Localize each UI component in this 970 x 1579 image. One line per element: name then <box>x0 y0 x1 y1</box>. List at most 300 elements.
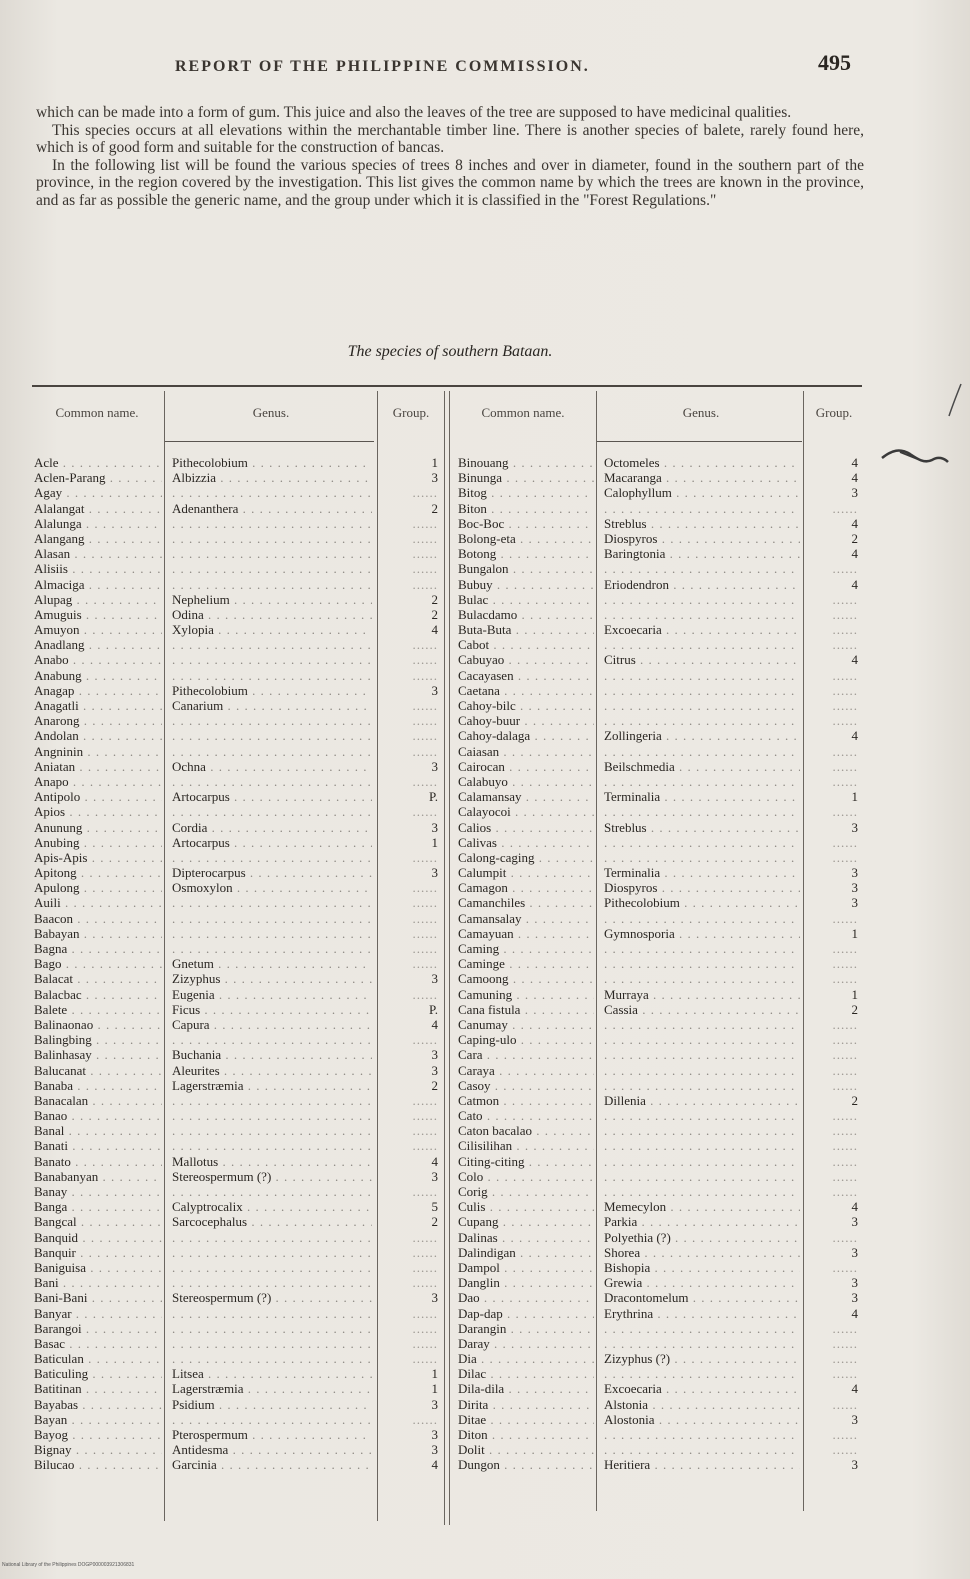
common-name-cell: Cato . . . <box>458 1108 594 1123</box>
common-name-cell: Andolan . . . <box>34 728 162 743</box>
common-name-cell: Casoy . . . <box>458 1078 594 1093</box>
genus-cell <box>604 1184 800 1199</box>
group-cell <box>808 1169 860 1184</box>
group-cell <box>808 1184 860 1199</box>
common-name-cell: Dirita . . . <box>458 1397 594 1412</box>
common-name-cell: Dao . . . <box>458 1290 594 1305</box>
common-name-cell: Citing-citing . . . <box>458 1154 594 1169</box>
genus-cell: Artocarpus . . . <box>172 835 372 850</box>
common-name-cell: Anunung . . . <box>34 820 162 835</box>
group-cell <box>808 971 860 986</box>
genus-cell: Diospyros . . . <box>604 880 800 895</box>
paragraph-1: which can be made into a form of gum. This juice and also the leaves of the tree are supposed to have medicinal qualities. <box>36 104 792 121</box>
common-name-cell: Cilisilihan . . . <box>458 1138 594 1153</box>
group-cell: 3 <box>851 1244 858 1260</box>
genus-cell <box>172 1138 372 1153</box>
common-name-cell: Angninin . . . <box>34 744 162 759</box>
genus-cell <box>172 1275 372 1290</box>
common-name-cell: Balacbac . . . <box>34 987 162 1002</box>
common-name-cell: Corig . . . <box>458 1184 594 1199</box>
group-cell <box>808 561 860 576</box>
genus-cell <box>604 1154 800 1169</box>
common-name-cell: Cahoy-dalaga . . . <box>458 728 594 743</box>
group-cell: 4 <box>431 1016 438 1032</box>
genus-cell: Parkia . . . <box>604 1214 800 1229</box>
group-cell: 1 <box>851 789 858 805</box>
genus-cell <box>172 1351 372 1366</box>
header-genus-left: Genus. <box>252 405 290 420</box>
group-cell <box>808 1366 860 1381</box>
common-name-cell: Cairocan . . . <box>458 759 594 774</box>
genus-cell: Buchania . . . <box>172 1047 372 1062</box>
group-cell <box>382 774 440 789</box>
genus-cell <box>172 561 372 576</box>
common-name-cell: Ditae . . . <box>458 1412 594 1427</box>
group-cell: 3 <box>431 1047 438 1063</box>
common-name-cell: Babayan . . . <box>34 926 162 941</box>
genus-cell <box>604 561 800 576</box>
right-group-column <box>808 455 860 1473</box>
common-name-cell: Apios . . . <box>34 804 162 819</box>
genus-cell: Artocarpus . . . <box>172 789 372 804</box>
group-cell <box>382 1123 440 1138</box>
genus-cell <box>172 774 372 789</box>
genus-cell <box>604 774 800 789</box>
genus-cell <box>604 637 800 652</box>
group-cell <box>382 698 440 713</box>
common-name-cell: Alupag . . . <box>34 592 162 607</box>
genus-cell: Citrus . . . <box>604 652 800 667</box>
genus-cell <box>604 1427 800 1442</box>
genus-cell <box>172 1260 372 1275</box>
genus-cell <box>604 668 800 683</box>
common-name-cell: Balinhasay . . . <box>34 1047 162 1062</box>
right-common-names-column <box>458 455 594 1473</box>
common-name-cell: Anubing . . . <box>34 835 162 850</box>
pen-mark <box>880 440 950 470</box>
group-cell <box>808 1108 860 1123</box>
group-cell <box>382 1138 440 1153</box>
common-name-cell: Almaciga . . . <box>34 577 162 592</box>
group-cell <box>808 1230 860 1245</box>
header-group-right: Group. <box>815 405 853 420</box>
genus-cell <box>604 850 800 865</box>
group-cell <box>808 1123 860 1138</box>
common-name-cell: Banato . . . <box>34 1154 162 1169</box>
paragraph-3: In the following list will be found the various species of trees 8 inches and over in diameter, found in the southern part of the province, in the region covered by the investigation. This list gives the common name by which the trees are known in the province, and as far as possible the generic name, and the group under which it is classified in the "Forest Regulations." <box>36 156 864 209</box>
genus-cell: Stereospermum (?) . . . <box>172 1290 372 1305</box>
common-name-cell: Caminge . . . <box>458 956 594 971</box>
genus-cell <box>172 1093 372 1108</box>
group-cell: 3 <box>431 1168 438 1184</box>
group-cell <box>382 1321 440 1336</box>
common-name-cell: Cahoy-bilc . . . <box>458 698 594 713</box>
common-name-cell: Bulac . . . <box>458 592 594 607</box>
genus-cell: Heritiera . . . <box>604 1457 800 1472</box>
common-name-cell: Daray . . . <box>458 1336 594 1351</box>
genus-cell: Odina . . . <box>172 607 372 622</box>
common-name-cell: Bagna . . . <box>34 941 162 956</box>
genus-cell <box>172 516 372 531</box>
common-name-cell: Dilac . . . <box>458 1366 594 1381</box>
right-genus-column <box>604 455 800 1473</box>
genus-cell <box>172 652 372 667</box>
genus-cell <box>604 1017 800 1032</box>
common-name-cell: Darangin . . . <box>458 1321 594 1336</box>
genus-cell: Dillenia . . . <box>604 1093 800 1108</box>
group-cell <box>808 744 860 759</box>
genus-cell: Octomeles . . . <box>604 455 800 470</box>
common-name-cell: Alalunga . . . <box>34 516 162 531</box>
genus-cell: Albizzia . . . <box>172 470 372 485</box>
group-cell: 3 <box>851 1290 858 1306</box>
genus-cell: Osmoxylon . . . <box>172 880 372 895</box>
genus-cell <box>604 607 800 622</box>
group-cell <box>808 607 860 622</box>
group-cell: 3 <box>851 1457 858 1473</box>
group-cell <box>808 804 860 819</box>
group-cell <box>808 1047 860 1062</box>
genus-cell: Aleurites . . . <box>172 1063 372 1078</box>
genus-cell: Litsea . . . <box>172 1366 372 1381</box>
group-cell <box>808 1336 860 1351</box>
group-cell <box>808 698 860 713</box>
common-name-cell: Bolong-eta . . . <box>458 531 594 546</box>
group-cell <box>382 1351 440 1366</box>
genus-cell <box>172 895 372 910</box>
group-cell: 4 <box>851 515 858 531</box>
genus-cell <box>604 501 800 516</box>
group-cell <box>808 1078 860 1093</box>
common-name-cell: Cana fistula . . . <box>458 1002 594 1017</box>
group-cell: 4 <box>851 1305 858 1321</box>
group-cell <box>382 1336 440 1351</box>
genus-cell <box>604 1138 800 1153</box>
group-cell: 1 <box>431 834 438 850</box>
genus-cell: Mallotus . . . <box>172 1154 372 1169</box>
common-name-cell: Anapo . . . <box>34 774 162 789</box>
genus-cell <box>172 577 372 592</box>
genus-cell <box>172 1108 372 1123</box>
genus-cell <box>604 1336 800 1351</box>
common-name-cell: Calumpit . . . <box>458 865 594 880</box>
common-name-cell: Baticulan . . . <box>34 1351 162 1366</box>
genus-cell: Adenanthera . . . <box>172 501 372 516</box>
genus-cell: Psidium . . . <box>172 1397 372 1412</box>
genus-cell <box>604 971 800 986</box>
header-underline-genus-right <box>596 441 802 442</box>
genus-cell: Baringtonia . . . <box>604 546 800 561</box>
common-name-cell: Boc-Boc . . . <box>458 516 594 531</box>
genus-cell <box>604 1078 800 1093</box>
genus-cell: Bishopia . . . <box>604 1260 800 1275</box>
common-name-cell: Antipolo . . . <box>34 789 162 804</box>
common-name-cell: Alalangat . . . <box>34 501 162 516</box>
genus-cell: Alostonia . . . <box>604 1412 800 1427</box>
group-cell <box>382 744 440 759</box>
group-cell: 3 <box>851 485 858 501</box>
group-cell <box>382 895 440 910</box>
genus-cell <box>604 1047 800 1062</box>
common-name-cell: Bungalon . . . <box>458 561 594 576</box>
common-name-cell: Caraya . . . <box>458 1063 594 1078</box>
common-name-cell: Bayog . . . <box>34 1427 162 1442</box>
column-divider <box>377 391 378 1521</box>
common-name-cell: Biton . . . <box>458 501 594 516</box>
genus-cell <box>172 926 372 941</box>
genus-cell <box>604 744 800 759</box>
genus-cell <box>604 1442 800 1457</box>
header-group-left: Group. <box>392 405 430 420</box>
left-genus-column <box>172 455 372 1473</box>
group-cell: 3 <box>851 1214 858 1230</box>
common-name-cell: Bani . . . <box>34 1275 162 1290</box>
common-name-cell: Banay . . . <box>34 1184 162 1199</box>
common-name-cell: Caetana . . . <box>458 683 594 698</box>
group-cell: 3 <box>431 819 438 835</box>
group-cell: 2 <box>851 530 858 546</box>
genus-cell: Calyptrocalix . . . <box>172 1199 372 1214</box>
common-name-cell: Canumay . . . <box>458 1017 594 1032</box>
running-head: REPORT OF THE PHILIPPINE COMMISSION. <box>175 58 590 75</box>
common-name-cell: Anarong . . . <box>34 713 162 728</box>
header-common-name-right: Common name. <box>481 405 565 420</box>
group-cell <box>808 1397 860 1412</box>
genus-cell <box>604 1169 800 1184</box>
group-cell <box>382 516 440 531</box>
group-cell: 3 <box>431 1442 438 1458</box>
group-cell <box>382 1245 440 1260</box>
group-cell: 2 <box>431 1077 438 1093</box>
common-name-cell: Bulacdamo . . . <box>458 607 594 622</box>
group-cell <box>808 501 860 516</box>
common-name-cell: Dalinas . . . <box>458 1230 594 1245</box>
common-name-cell: Dalindigan . . . <box>458 1245 594 1260</box>
genus-cell <box>604 1123 800 1138</box>
genus-cell: Gnetum . . . <box>172 956 372 971</box>
genus-cell: Murraya . . . <box>604 987 800 1002</box>
genus-cell: Lagerstræmia . . . <box>172 1381 372 1396</box>
genus-cell: Pithecolobium . . . <box>172 455 372 470</box>
common-name-cell: Alisiis . . . <box>34 561 162 576</box>
genus-cell <box>172 850 372 865</box>
group-cell <box>382 1412 440 1427</box>
genus-cell: Polyethia (?) . . . <box>604 1230 800 1245</box>
group-cell <box>382 911 440 926</box>
common-name-cell: Auili . . . <box>34 895 162 910</box>
group-cell: 4 <box>851 728 858 744</box>
genus-cell <box>172 804 372 819</box>
common-name-cell: Banga . . . <box>34 1199 162 1214</box>
genus-cell <box>604 804 800 819</box>
common-name-cell: Calios . . . <box>458 820 594 835</box>
group-cell <box>382 713 440 728</box>
group-cell: 3 <box>431 1396 438 1412</box>
common-name-cell: Banacalan . . . <box>34 1093 162 1108</box>
genus-cell <box>172 531 372 546</box>
genus-cell <box>172 668 372 683</box>
group-cell <box>808 622 860 637</box>
left-group-column <box>382 455 440 1473</box>
genus-cell <box>172 546 372 561</box>
group-cell: 4 <box>851 546 858 562</box>
group-cell <box>808 592 860 607</box>
group-cell <box>808 637 860 652</box>
genus-cell: Macaranga . . . <box>604 470 800 485</box>
genus-cell <box>172 1230 372 1245</box>
group-cell <box>808 683 860 698</box>
common-name-cell: Banabanyan . . . <box>34 1169 162 1184</box>
group-cell <box>382 804 440 819</box>
common-name-cell: Baacon . . . <box>34 911 162 926</box>
common-name-cell: Cahoy-buur . . . <box>458 713 594 728</box>
genus-cell: Calophyllum . . . <box>604 485 800 500</box>
common-name-cell: Anabo . . . <box>34 652 162 667</box>
group-cell: 3 <box>851 865 858 881</box>
genus-cell: Terminalia . . . <box>604 789 800 804</box>
group-cell: 2 <box>431 591 438 607</box>
genus-cell: Pithecolobium . . . <box>604 895 800 910</box>
common-name-cell: Cupang . . . <box>458 1214 594 1229</box>
group-cell <box>382 728 440 743</box>
common-name-cell: Baniguisa . . . <box>34 1260 162 1275</box>
common-name-cell: Caiasan . . . <box>458 744 594 759</box>
common-name-cell: Botong . . . <box>458 546 594 561</box>
common-name-cell: Camagon . . . <box>458 880 594 895</box>
common-name-cell: Buta-Buta . . . <box>458 622 594 637</box>
common-name-cell: Balete . . . <box>34 1002 162 1017</box>
common-name-cell: Calong-caging . . . <box>458 850 594 865</box>
group-cell <box>808 1154 860 1169</box>
group-cell <box>808 1321 860 1336</box>
group-cell: 3 <box>431 682 438 698</box>
common-name-cell: Calayocoi . . . <box>458 804 594 819</box>
group-cell <box>382 577 440 592</box>
group-cell: 3 <box>431 470 438 486</box>
genus-cell <box>172 911 372 926</box>
common-name-cell: Agay . . . <box>34 485 162 500</box>
genus-cell: Ochna . . . <box>172 759 372 774</box>
group-cell <box>382 926 440 941</box>
group-cell: 4 <box>851 470 858 486</box>
group-cell: 4 <box>851 455 858 470</box>
group-cell <box>382 941 440 956</box>
common-name-cell: Bani-Bani . . . <box>34 1290 162 1305</box>
common-name-cell: Diton . . . <box>458 1427 594 1442</box>
group-cell <box>808 835 860 850</box>
genus-cell <box>604 683 800 698</box>
group-cell <box>382 956 440 971</box>
group-cell: 2 <box>431 1214 438 1230</box>
genus-cell: Lagerstræmia . . . <box>172 1078 372 1093</box>
common-name-cell: Calabuyo . . . <box>458 774 594 789</box>
genus-cell: Cassia . . . <box>604 1002 800 1017</box>
header-genus-right: Genus. <box>682 405 720 420</box>
pen-mark <box>945 380 965 420</box>
common-name-cell: Banyar . . . <box>34 1306 162 1321</box>
genus-cell: Dracontomelum . . . <box>604 1290 800 1305</box>
group-cell <box>382 1230 440 1245</box>
common-name-cell: Acle . . . <box>34 455 162 470</box>
group-cell <box>382 987 440 1002</box>
group-cell <box>382 1275 440 1290</box>
group-cell: 3 <box>851 1275 858 1291</box>
genus-cell <box>172 1245 372 1260</box>
common-name-cell: Alangang . . . <box>34 531 162 546</box>
genus-cell <box>604 713 800 728</box>
genus-cell: Pterospermum . . . <box>172 1427 372 1442</box>
group-cell: 2 <box>851 1092 858 1108</box>
common-name-cell: Amuyon . . . <box>34 622 162 637</box>
group-cell <box>808 1427 860 1442</box>
common-name-cell: Apitong . . . <box>34 865 162 880</box>
common-name-cell: Apis-Apis . . . <box>34 850 162 865</box>
genus-cell <box>172 941 372 956</box>
group-cell: 1 <box>431 1366 438 1382</box>
common-name-cell: Anabung . . . <box>34 668 162 683</box>
group-cell <box>808 1442 860 1457</box>
common-name-cell: Basac . . . <box>34 1336 162 1351</box>
common-name-cell: Caping-ulo . . . <box>458 1032 594 1047</box>
common-name-cell: Cabuyao . . . <box>458 652 594 667</box>
genus-cell <box>172 1336 372 1351</box>
genus-cell: Beilschmedia . . . <box>604 759 800 774</box>
group-cell: 3 <box>851 1411 858 1427</box>
group-cell <box>808 850 860 865</box>
common-name-cell: Binunga . . . <box>458 470 594 485</box>
genus-cell: Erythrina . . . <box>604 1306 800 1321</box>
genus-cell: Zollingeria . . . <box>604 728 800 743</box>
group-cell <box>382 1260 440 1275</box>
common-name-cell: Anadlang . . . <box>34 637 162 652</box>
genus-cell: Xylopia . . . <box>172 622 372 637</box>
genus-cell: Grewia . . . <box>604 1275 800 1290</box>
common-name-cell: Dap-dap . . . <box>458 1306 594 1321</box>
genus-cell <box>172 1412 372 1427</box>
group-cell <box>382 531 440 546</box>
group-cell: 3 <box>851 880 858 896</box>
table-top-rule <box>32 385 862 387</box>
species-table <box>32 385 862 1525</box>
group-cell <box>808 1032 860 1047</box>
group-cell <box>808 668 860 683</box>
common-name-cell: Amuguis . . . <box>34 607 162 622</box>
genus-cell: Nephelium . . . <box>172 592 372 607</box>
genus-cell <box>604 1366 800 1381</box>
header-common-name-left: Common name. <box>55 405 139 420</box>
group-cell: 3 <box>851 819 858 835</box>
group-cell <box>808 911 860 926</box>
common-name-cell: Bayabas . . . <box>34 1397 162 1412</box>
group-cell: P. <box>428 1001 438 1017</box>
group-cell <box>382 1184 440 1199</box>
common-name-cell: Danglin . . . <box>458 1275 594 1290</box>
group-cell <box>808 956 860 971</box>
common-name-cell: Cara . . . <box>458 1047 594 1062</box>
group-cell: 4 <box>851 652 858 668</box>
common-name-cell: Calivas . . . <box>458 835 594 850</box>
genus-cell <box>172 744 372 759</box>
genus-cell: Ficus . . . <box>172 1002 372 1017</box>
common-name-cell: Camuning . . . <box>458 987 594 1002</box>
genus-cell: Excoecaria . . . <box>604 1381 800 1396</box>
common-name-cell: Calamansay . . . <box>458 789 594 804</box>
common-name-cell: Culis . . . <box>458 1199 594 1214</box>
group-cell <box>808 1063 860 1078</box>
common-name-cell: Banati . . . <box>34 1138 162 1153</box>
genus-cell: Streblus . . . <box>604 820 800 835</box>
genus-cell <box>604 1108 800 1123</box>
